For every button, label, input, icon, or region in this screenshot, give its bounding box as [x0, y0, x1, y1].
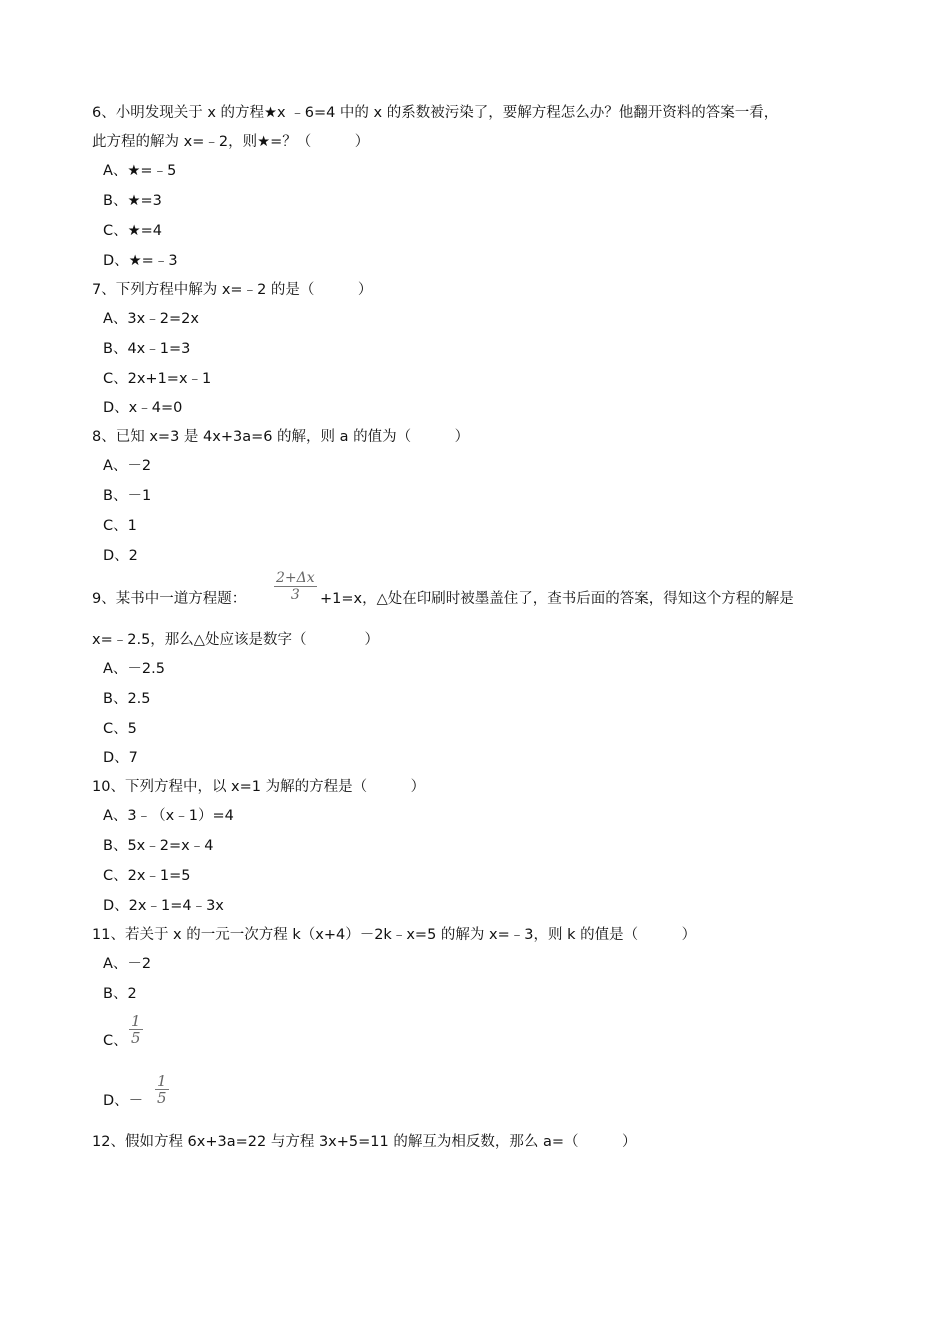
question-11-option-d-denominator: 5	[157, 1089, 167, 1107]
question-9-option-c: C、5	[103, 721, 137, 737]
question-8-option-d: D、2	[103, 548, 138, 564]
question-10-option-c: C、2x﹣1=5	[103, 868, 191, 884]
question-6-option-b: B、★=3	[103, 193, 162, 209]
question-11-option-b: B、2	[103, 986, 137, 1002]
question-11-option-c-fraction	[129, 1013, 143, 1046]
question-9-fraction-numerator: 2+Δx	[276, 570, 315, 586]
question-11-option-c-numerator: 1	[131, 1012, 141, 1030]
question-9-option-b: B、2.5	[103, 691, 151, 707]
question-6-option-d: D、★=﹣3	[103, 253, 178, 269]
question-11-option-c-label: C、	[103, 1033, 128, 1049]
question-8-stem: 8、已知 x=3 是 4x+3a=6 的解，则 a 的值为（ ）	[92, 429, 470, 445]
question-6-line-1: 6、小明发现关于 x 的方程★x ﹣6=4 中的 x 的系数被污染了，要解方程怎么办？他翻开资料的答案一看，	[92, 105, 779, 121]
question-11-option-d-fraction	[155, 1073, 169, 1106]
question-7-option-d: D、x﹣4=0	[103, 400, 183, 416]
question-6-option-c: C、★=4	[103, 223, 162, 239]
question-10-option-b: B、5x﹣2=x﹣4	[103, 838, 214, 854]
question-9-option-a: A、－2.5	[103, 661, 165, 677]
question-6-line-2: 此方程的解为 x=﹣2，则★=？（ ）	[92, 134, 370, 150]
question-8-option-a: A、－2	[103, 458, 152, 474]
question-7-option-b: B、4x﹣1=3	[103, 341, 191, 357]
question-9-suffix: +1=x，△处在印刷时被墨盖住了，查书后面的答案，得知这个方程的解是	[320, 591, 794, 607]
question-11-stem: 11、若关于 x 的一元一次方程 k（x+4）－2k﹣x=5 的解为 x=﹣3，则 k 的值是（ ）	[92, 927, 697, 943]
question-7-option-a: A、3x﹣2=2x	[103, 311, 199, 327]
question-11-option-c-denominator: 5	[131, 1029, 141, 1047]
question-9-option-d: D、7	[103, 750, 138, 766]
question-9-line-2: x=﹣2.5，那么△处应该是数字（ ）	[92, 632, 379, 648]
question-8-option-c: C、1	[103, 518, 137, 534]
question-9-fraction-denominator: 3	[290, 587, 300, 603]
question-9-fraction	[274, 570, 317, 603]
question-9-prefix: 9、某书中一道方程题：	[92, 591, 247, 607]
question-6-option-a: A、★=﹣5	[103, 163, 177, 179]
question-12-stem: 12、假如方程 6x+3a=22 与方程 3x+5=11 的解互为相反数，那么 a=（ ）	[92, 1134, 637, 1150]
question-8-option-b: B、－1	[103, 488, 152, 504]
question-10-option-d: D、2x﹣1=4﹣3x	[103, 898, 224, 914]
question-10-stem: 10、下列方程中，以 x=1 为解的方程是（ ）	[92, 779, 426, 795]
question-11-option-d-label: D、－	[103, 1093, 144, 1109]
question-7-stem: 7、下列方程中解为 x=﹣2 的是（ ）	[92, 282, 373, 298]
question-11-option-a: A、－2	[103, 956, 152, 972]
question-10-option-a: A、3﹣（x﹣1）=4	[103, 808, 234, 824]
question-11-option-d-numerator: 1	[157, 1072, 167, 1090]
question-7-option-c: C、2x+1=x﹣1	[103, 371, 212, 387]
